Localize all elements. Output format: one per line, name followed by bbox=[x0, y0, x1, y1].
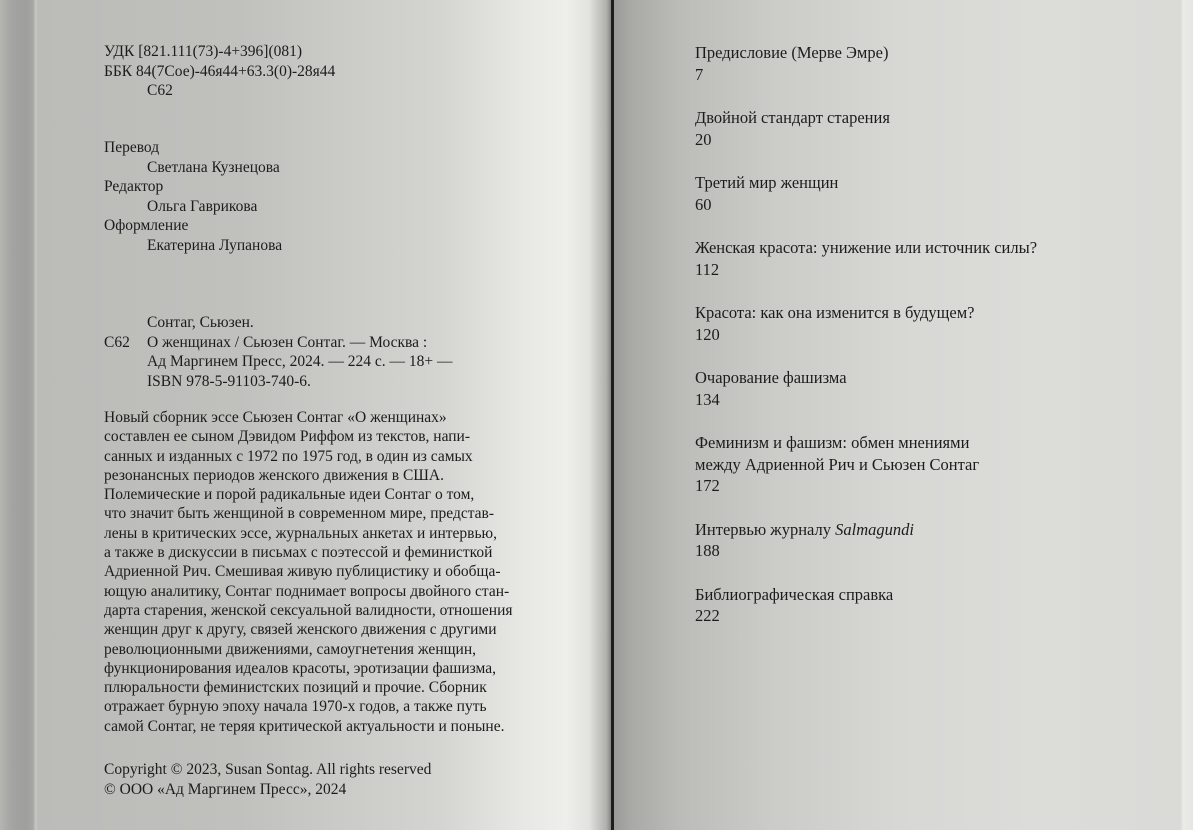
annotation-line: функционирования идеалов красоты, эротизации фашизма, bbox=[104, 659, 497, 677]
toc-entry-title: Очарование фашизма bbox=[695, 368, 847, 387]
toc-entry bbox=[695, 107, 1037, 150]
toc-entry-page: 120 bbox=[695, 324, 720, 344]
catalog-line: Ад Маргинем Пресс, 2024. — 224 с. — 18+ — bbox=[147, 353, 453, 370]
annotation-line: Новый сборник эссе Сьюзен Сонтаг «О женщинах» bbox=[104, 409, 447, 426]
annotation-paragraph bbox=[104, 408, 513, 736]
toc-entry-title: Женская красота: унижение или источник силы? bbox=[695, 238, 1038, 257]
left-page-edges bbox=[0, 0, 38, 830]
toc-entry-title: Третий мир женщин bbox=[695, 173, 839, 192]
annotation-line: Адриенной Рич. Смешивая живую публицистику и обобща- bbox=[104, 563, 501, 581]
credit-name-designer: Екатерина Лупанова bbox=[147, 236, 283, 254]
toc-entry-title-line2: между Адриенной Рич и Сьюзен Сонтаг bbox=[695, 454, 980, 474]
author-mark: С62 bbox=[147, 82, 173, 99]
annotation-line: составлен ее сыном Дэвидом Риффом из текстов, напи- bbox=[104, 428, 470, 446]
credit-role-translation: Перевод bbox=[104, 139, 160, 156]
toc-entry-page: 112 bbox=[695, 259, 720, 279]
toc-entry-title: Двойной стандарт старения bbox=[695, 108, 890, 127]
toc-entry-page: 134 bbox=[695, 389, 720, 409]
annotation-line: лены в критических эссе, журнальных анкетах и интервью, bbox=[104, 524, 497, 542]
catalog-author-heading: Сонтаг, Сьюзен. bbox=[147, 314, 254, 331]
copyright-publisher: © ООО «Ад Маргинем Пресс», 2024 bbox=[104, 780, 347, 798]
toc-entry-title bbox=[695, 519, 1037, 541]
toc-entry bbox=[695, 172, 1037, 215]
toc-entry bbox=[695, 302, 1037, 345]
credit-name-translator: Светлана Кузнецова bbox=[147, 158, 280, 176]
table-of-contents bbox=[695, 42, 1037, 649]
toc-entry bbox=[695, 584, 1037, 627]
toc-entry-title: Предисловие (Мерве Эмре) bbox=[695, 43, 889, 62]
bbk-code: ББК 84(7Сое)-46я44+63.3(0)-28я44 bbox=[104, 62, 336, 80]
annotation-line: плюральности феминистских позиций и прочие. Сборник bbox=[104, 679, 487, 697]
imprint-block bbox=[104, 42, 335, 101]
annotation-line: ющую аналитику, Сонтаг поднимает вопросы двойного стан- bbox=[104, 582, 510, 600]
toc-entry bbox=[695, 367, 1037, 410]
toc-entry-title: Красота: как она изменится в будущем? bbox=[695, 303, 975, 322]
catalog-code: С62 bbox=[104, 333, 130, 351]
toc-entry-page: 60 bbox=[695, 194, 712, 214]
toc-entry-page: 188 bbox=[695, 541, 720, 560]
annotation-line: женщин друг к другу, связей женского движения с другими bbox=[104, 621, 497, 639]
toc-entry-page: 7 bbox=[695, 64, 704, 84]
toc-entry bbox=[695, 237, 1037, 280]
annotation-line: Полемические и порой радикальные идеи Сонтаг о том, bbox=[104, 486, 475, 504]
credit-role-design: Оформление bbox=[104, 217, 189, 234]
annotation-line: самой Сонтаг, не теряя критической актуальности и поныне. bbox=[104, 717, 505, 735]
annotation-line: резонансных периодов женского движения в США. bbox=[104, 466, 445, 484]
toc-entry-title-italic: Salmagundi bbox=[835, 519, 914, 539]
toc-entry-page: 172 bbox=[695, 476, 720, 495]
annotation-line: что значит быть женщиной в современном мире, представ- bbox=[104, 505, 495, 523]
udk-code: УДК [821.111(73)-4+396](081) bbox=[104, 43, 303, 60]
toc-entry bbox=[695, 519, 1037, 562]
toc-entry bbox=[695, 432, 1037, 497]
annotation-line: дарта старения, женской сексуальной валидности, отношения bbox=[104, 601, 513, 619]
annotation-line: санных и изданных с 1972 по 1975 год, в один из самых bbox=[104, 447, 473, 465]
toc-entry-title: Библиографическая справка bbox=[695, 584, 894, 604]
toc-entry-title-text: Интервью журналу bbox=[695, 519, 836, 539]
right-page-edges bbox=[1180, 0, 1193, 830]
catalog-line: О женщинах / Сьюзен Сонтаг. — Москва : bbox=[147, 333, 428, 351]
toc-entry-page: 222 bbox=[695, 606, 720, 625]
credits-block bbox=[104, 138, 282, 255]
catalog-record bbox=[104, 313, 452, 391]
annotation-line: а также в дискуссии в письмах с поэтессой и феминисткой bbox=[104, 544, 493, 562]
credit-name-editor: Ольга Гаврикова bbox=[147, 197, 258, 215]
copyright-block bbox=[104, 760, 431, 799]
catalog-isbn: ISBN 978-5-91103-740-6. bbox=[147, 372, 311, 390]
annotation-line: отражает бурную эпоху начала 1970-х годов, а также путь bbox=[104, 698, 487, 716]
toc-entry-preface bbox=[695, 42, 1037, 85]
toc-entry-page: 20 bbox=[695, 129, 712, 149]
annotation-line: революционными движениями, самоугнетения женщин, bbox=[104, 640, 477, 658]
toc-entry-title: Феминизм и фашизм: обмен мнениями bbox=[695, 433, 970, 452]
credit-role-editor: Редактор bbox=[104, 178, 164, 195]
copyright-author: Copyright © 2023, Susan Sontag. All rights reserved bbox=[104, 761, 432, 778]
